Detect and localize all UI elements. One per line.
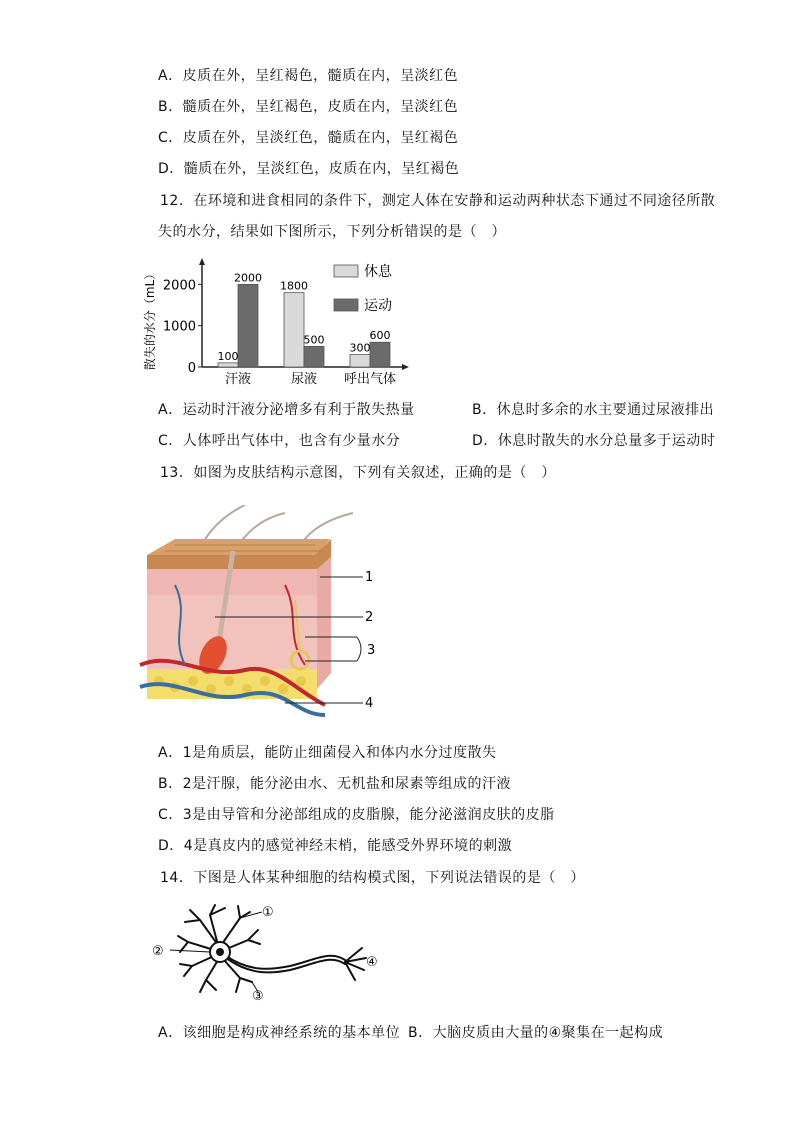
neuron-label-3: ③ [252, 989, 264, 1004]
bar-label-1-1: 500 [303, 333, 325, 347]
q14-option-b: B．大脑皮质由大量的④聚集在一起构成 [408, 1025, 664, 1041]
bar-0-1 [238, 284, 258, 367]
bar-label-0-0: 100 [217, 349, 239, 363]
q12-stem-line1: 12．在环境和进食相同的条件下，测定人体在安静和运动两种状态下通过不同途径所散 [160, 193, 716, 209]
q13-option-a: A．1是角质层，能防止细菌侵入和体内水分过度散失 [158, 745, 497, 761]
category-label-0: 汗液 [224, 372, 252, 387]
q12-stem-line2: 失的水分，结果如下图所示，下列分析错误的是（ ） [158, 224, 506, 240]
legend-label-1: 运动 [364, 298, 392, 314]
bar-label-2-0: 300 [349, 341, 371, 355]
x-axis-arrow [402, 364, 409, 370]
q11-option-a: A．皮质在外，呈红褐色，髓质在内，呈淡红色 [158, 68, 459, 84]
category-label-2: 呼出气体 [343, 372, 397, 387]
q11-option-b: B．髓质在外，呈红褐色，皮质在内，呈淡红色 [158, 99, 459, 115]
q14-stem: 14．下图是人体某种细胞的结构模式图，下列说法错误的是（ ） [160, 870, 585, 886]
q12-option-c: C．人体呼出气体中，也含有少量水分 [158, 433, 401, 449]
bar-label-1-0: 1800 [280, 279, 308, 293]
neuron-label-1: ① [262, 905, 274, 920]
skin-structure-diagram [135, 505, 385, 725]
y-tick-label-1: 1000 [162, 319, 196, 335]
neuron-diagram [140, 900, 380, 1010]
y-axis-label: 散失的水分（mL） [143, 267, 157, 371]
bar-label-2-1: 600 [369, 329, 391, 343]
water-loss-chart [140, 255, 430, 390]
bar-0-0 [218, 363, 238, 367]
q12-option-a: A．运动时汗液分泌增多有利于散失热量 [158, 402, 415, 418]
category-label-1: 尿液 [290, 372, 318, 387]
q12-option-d: D．休息时散失的水分总量多于运动时 [472, 433, 716, 449]
neuron-label-2: ② [152, 944, 164, 959]
legend-swatch-0 [334, 265, 358, 277]
skin-label-4: 4 [365, 696, 374, 711]
bar-1-1 [304, 346, 324, 367]
q11-option-d: D．髓质在外，呈淡红色，皮质在内，呈红褐色 [158, 161, 460, 177]
q13-stem: 13．如图为皮肤结构示意图，下列有关叙述，正确的是（ ） [160, 465, 556, 481]
legend-swatch-1 [334, 299, 358, 311]
q13-option-c: C．3是由导管和分泌部组成的皮脂腺，能分泌滋润皮肤的皮脂 [158, 807, 555, 823]
q13-option-d: D．4是真皮内的感觉神经末梢，能感受外界环境的刺激 [158, 838, 513, 854]
y-tick-label-0: 0 [187, 361, 196, 376]
bar-2-0 [350, 355, 370, 367]
legend-label-0: 休息 [364, 264, 392, 280]
bar-label-0-1: 2000 [234, 271, 262, 285]
neuron-label-4: ④ [366, 955, 378, 970]
y-tick-label-2: 2000 [162, 278, 196, 294]
bar-2-1 [370, 342, 390, 367]
y-axis-arrow [199, 258, 205, 265]
q13-option-b: B．2是汗腺，能分泌由水、无机盐和尿素等组成的汗液 [158, 776, 512, 792]
skin-label-2: 2 [365, 610, 374, 625]
q11-option-c: C．皮质在外，呈淡红色，髓质在内，呈红褐色 [158, 130, 459, 146]
bar-1-0 [284, 293, 304, 367]
skin-label-3: 3 [367, 643, 376, 658]
q14-option-a: A．该细胞是构成神经系统的基本单位 [158, 1025, 401, 1041]
skin-label-1: 1 [365, 570, 374, 585]
q12-option-b: B．休息时多余的水主要通过尿液排出 [472, 402, 715, 418]
